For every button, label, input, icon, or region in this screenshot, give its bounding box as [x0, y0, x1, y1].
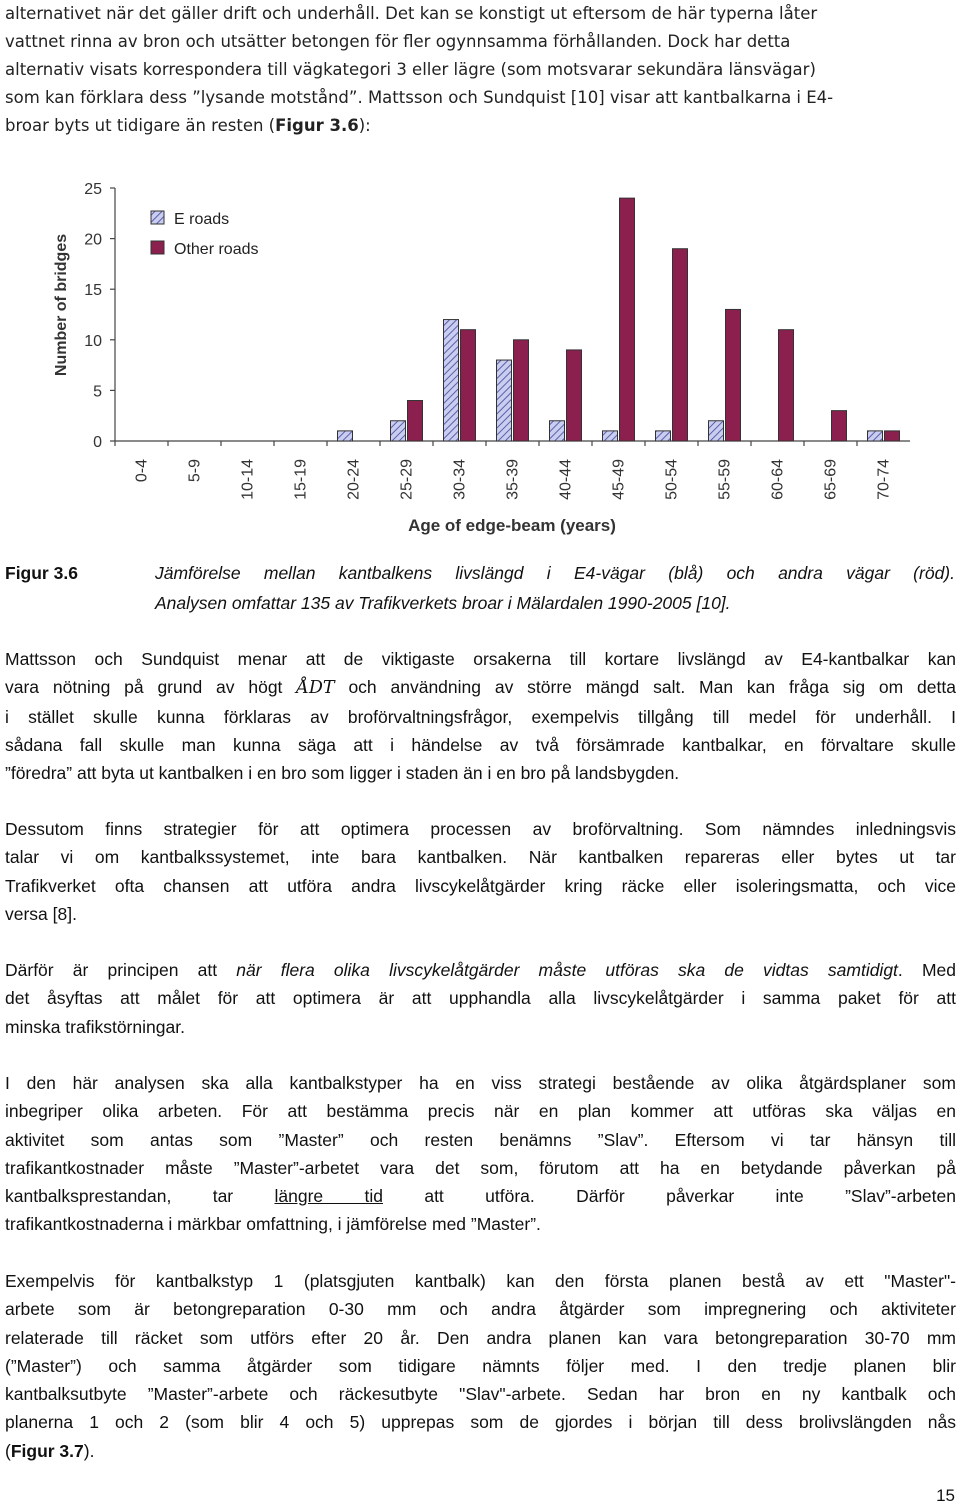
p4-line-1a: Därför är principen att — [5, 960, 237, 980]
p6-line-4: (”Master”) och samma åtgärder som tidigare nämnts följer med. I den tredje planen blir — [5, 1355, 956, 1376]
underlined-text: längre tid — [274, 1186, 383, 1207]
x-axis-label: Age of edge-beam (years) — [408, 516, 616, 535]
x-tick-label: 70-74 — [875, 459, 893, 500]
caption-text — [155, 558, 955, 618]
p2-line-2a: vara nötning på grund av högt — [5, 677, 297, 698]
y-tick-label: 0 — [93, 434, 102, 451]
p3-line-2: talar vi om kantbalkssystemet, inte bara kantbalken. När kantbalken repareras eller bytes ut tar — [5, 847, 956, 868]
paragraph-example — [5, 1267, 956, 1465]
p4-line-1b: . Med — [897, 960, 956, 980]
bar-other-roads — [461, 330, 476, 441]
p6-line-2: arbete som är betongreparation 0-30 mm och andra åtgärder som impregnering och aktiviteter — [5, 1299, 956, 1320]
x-tick-label: 15-19 — [292, 459, 310, 500]
intro-line-5 — [5, 112, 957, 140]
bar-e-roads — [497, 360, 512, 441]
intro-line-1: alternativet när det gäller drift och underhåll. Det kan se konstigt ut eftersom de här typerna låter — [5, 4, 818, 23]
legend-swatch-e-roads — [151, 211, 164, 224]
intro-paragraph — [5, 0, 957, 140]
p2-line-3: i stället skulle kunna förklaras av broförvaltningsfrågor, exempelvis tillgång till medel för underhåll. I — [5, 706, 956, 727]
x-tick-label: 45-49 — [610, 459, 628, 500]
bar-e-roads — [868, 431, 883, 441]
p3-line-4: versa [8]. — [5, 903, 77, 924]
caption-line-2: Analysen omfattar 135 av Trafikverkets broar i Mälardalen 1990-2005 [10]. — [155, 593, 731, 613]
y-tick-label: 25 — [84, 181, 102, 198]
paragraph-causes — [5, 645, 956, 787]
p6-line-1: Exempelvis för kantbalkstyp 1 (platsgjuten kantbalk) kan den första planen bestå av ett "Master"- — [5, 1271, 956, 1291]
p2-line-2b: och användning av större mängd salt. Man kan fråga sig om detta — [334, 677, 956, 698]
bar-e-roads — [444, 320, 459, 441]
bar-e-roads — [338, 431, 353, 441]
p5-line-4: trafikantkostnader måste ”Master”-arbetet vara det som, förutom att ha en betydande påverkan på — [5, 1157, 956, 1178]
bar-other-roads — [832, 411, 847, 441]
p4-line-2: det åsyftas att målet för att optimera är att upphandla alla livscykelåtgärder i samma paket för att — [5, 988, 956, 1009]
p5-line-5b: att utföra. Därför påverkar inte ”Slav”-arbeten — [382, 1186, 956, 1207]
y-tick-label: 10 — [84, 332, 102, 350]
x-tick-label: 50-54 — [663, 459, 681, 500]
x-tick-label: 25-29 — [398, 459, 416, 500]
bar-e-roads — [550, 421, 565, 441]
bar-other-roads — [673, 249, 688, 441]
plot-area — [84, 181, 910, 500]
intro-line-5-tail: ): — [358, 116, 371, 135]
p3-line-3: Trafikverket ofta chansen att utföra andra livscykelåtgärder kring räcke eller isoleringsmatta, och vice — [5, 875, 956, 896]
p2-line-1: Mattsson och Sundquist menar att de viktigaste orsakerna till kortare livslängd av E4-kantbalkar kan — [5, 649, 956, 669]
bar-other-roads — [567, 350, 582, 441]
p5-line-5a: kantbalksprestandan, tar — [5, 1186, 275, 1207]
intro-line-4: som kan förklara dess ”lysande motstånd”. Mattsson och Sundquist [10] visar att kantbalkarna i E4- — [5, 88, 834, 107]
p4-line-1 — [5, 956, 956, 984]
bar-e-roads — [603, 431, 618, 441]
p6-line-7a: ( — [5, 1440, 11, 1461]
bar-other-roads — [885, 431, 900, 441]
bar-e-roads — [709, 421, 724, 441]
p5-line-3: aktivitet som antas som ”Master” och resten benämns ”Slav”. Eftersom vi tar hänsyn till — [5, 1129, 956, 1150]
p4-line-3: minska trafikstörningar. — [5, 1016, 185, 1037]
x-tick-label: 40-44 — [557, 459, 575, 500]
bar-other-roads — [779, 330, 794, 441]
x-tick-label: 20-24 — [345, 459, 363, 500]
principle-italic: när flera olika livscykelåtgärder måste utföras ska de vidtas samtidigt — [236, 960, 898, 980]
legend-label-other-roads: Other roads — [174, 241, 259, 258]
intro-line-3: alternativ visats korrespondera till vägkategori 3 eller lägre (som motsvarar sekundära länsvägar) — [5, 60, 816, 79]
p2-line-2 — [5, 673, 956, 702]
paragraph-strategies — [5, 815, 956, 928]
bar-e-roads — [391, 421, 406, 441]
x-tick-label: 65-69 — [822, 459, 840, 500]
adt-math: ÅDT — [296, 678, 335, 699]
p6-line-7b: ). — [83, 1440, 95, 1461]
x-tick-label: 5-9 — [186, 459, 204, 483]
p6-line-3: relaterade till räcket som utförs efter 20 år. Den andra planen kan vara betongreparation 30-70 mm — [5, 1327, 956, 1348]
figure-reference-link[interactable]: Figur 3.6 — [275, 116, 359, 135]
bar-other-roads — [620, 198, 635, 441]
x-tick-label: 55-59 — [716, 459, 734, 500]
p6-line-6: planerna 1 och 2 (som blir 4 och 5) upprepas som de gjordes i början till dess brolivslängden nås — [5, 1412, 956, 1433]
caption-label: Figur 3.6 — [5, 563, 78, 583]
p6-line-7 — [5, 1437, 956, 1465]
x-tick-label: 60-64 — [769, 459, 787, 500]
p2-line-4: sådana fall skulle man kunna säga att i händelse av två försämrade kantbalkar, en förvaltare skulle — [5, 734, 956, 755]
legend-label-e-roads: E roads — [174, 211, 230, 228]
y-tick-label: 5 — [93, 383, 102, 401]
legend-swatch-other-roads — [151, 241, 164, 254]
page-number: 15 — [936, 1486, 955, 1505]
y-tick-label: 15 — [84, 282, 102, 300]
x-tick-label: 0-4 — [133, 459, 151, 483]
p2-line-5: ”föredra” att byta ut kantbalken i en bro som ligger i staden än i en bro på landsbygden. — [5, 763, 680, 784]
p5-line-5 — [5, 1182, 956, 1210]
intro-line-5-text: broar byts ut tidigare än resten ( — [5, 116, 276, 135]
caption-line-1: Jämförelse mellan kantbalkens livslängd i E4-vägar (blå) och andra vägar (röd). — [155, 563, 955, 583]
bar-other-roads — [408, 401, 423, 441]
x-tick-label: 10-14 — [239, 459, 257, 500]
y-axis-label: Number of bridges — [53, 233, 70, 377]
bar-other-roads — [514, 340, 529, 441]
paragraph-principle — [5, 956, 956, 1041]
x-tick-label: 30-34 — [451, 459, 469, 500]
y-tick-label: 20 — [84, 231, 102, 249]
legend — [151, 211, 258, 258]
p6-line-5: kantbalksutbyte ”Master”-arbete och räckesutbyte "Slav"-arbete. Sedan har bron en ny kantbalk och — [5, 1384, 956, 1405]
x-tick-label: 35-39 — [504, 459, 522, 500]
p5-line-2: inbegriper olika arbeten. För att bestämma precis när en plan kommer att utföras ska väljas en — [5, 1101, 956, 1122]
intro-line-2: vattnet rinna av bron och utsätter betongen för fler ogynnsamma förhållanden. Dock har detta — [5, 32, 791, 51]
p5-line-1: I den här analysen ska alla kantbalkstyper ha en viss strategi bestående av olika åtgärdsplaner som — [5, 1073, 956, 1093]
bar-e-roads — [656, 431, 671, 441]
p5-line-6: trafikantkostnaderna i märkbar omfattning, i jämförelse med ”Master”. — [5, 1214, 541, 1235]
p3-line-1: Dessutom finns strategier för att optimera processen av broförvaltning. Som nämndes inledningsvis — [5, 819, 956, 839]
bar-chart — [40, 170, 920, 540]
figure-3-7-reference-link[interactable]: Figur 3.7 — [10, 1440, 84, 1461]
paragraph-master-slav — [5, 1069, 956, 1239]
bar-other-roads — [726, 309, 741, 441]
